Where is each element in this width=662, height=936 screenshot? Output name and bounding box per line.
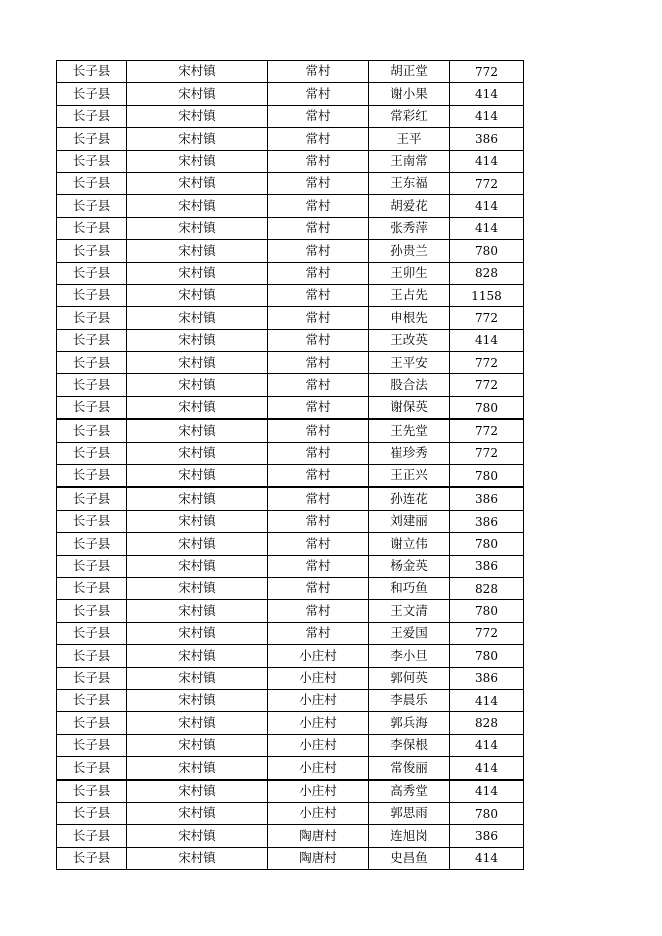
county-cell: 长子县 <box>57 396 127 419</box>
table-row <box>57 329 524 351</box>
name-cell: 李小旦 <box>369 645 450 667</box>
town-cell: 宋村镇 <box>127 240 268 262</box>
town-cell: 宋村镇 <box>127 374 268 396</box>
village-cell: 小庄村 <box>268 757 369 780</box>
amount-cell: 414 <box>450 780 524 803</box>
village-cell: 常村 <box>268 240 369 262</box>
name-cell: 王文清 <box>369 600 450 622</box>
amount-cell: 1158 <box>450 284 524 306</box>
name-cell: 郭思雨 <box>369 802 450 824</box>
name-cell: 王南常 <box>369 150 450 172</box>
table-row <box>57 83 524 105</box>
county-cell: 长子县 <box>57 600 127 622</box>
name-cell: 杨金英 <box>369 555 450 577</box>
table-row <box>57 689 524 711</box>
county-cell: 长子县 <box>57 577 127 599</box>
town-cell: 宋村镇 <box>127 284 268 306</box>
county-cell: 长子县 <box>57 689 127 711</box>
town-cell: 宋村镇 <box>127 600 268 622</box>
village-cell: 常村 <box>268 555 369 577</box>
spreadsheet-body <box>57 61 524 870</box>
table-row <box>57 510 524 532</box>
table-row <box>57 780 524 803</box>
town-cell: 宋村镇 <box>127 487 268 510</box>
village-cell: 小庄村 <box>268 734 369 756</box>
amount-cell: 414 <box>450 83 524 105</box>
town-cell: 宋村镇 <box>127 825 268 847</box>
amount-cell: 780 <box>450 533 524 555</box>
county-cell: 长子县 <box>57 307 127 329</box>
table-row <box>57 352 524 374</box>
name-cell: 郭兵海 <box>369 712 450 734</box>
table-row <box>57 284 524 306</box>
table-row <box>57 61 524 83</box>
county-cell: 长子县 <box>57 150 127 172</box>
village-cell: 小庄村 <box>268 689 369 711</box>
town-cell: 宋村镇 <box>127 61 268 83</box>
village-cell: 常村 <box>268 329 369 351</box>
amount-cell: 828 <box>450 262 524 284</box>
village-cell: 常村 <box>268 465 369 488</box>
spreadsheet-table <box>56 60 524 870</box>
name-cell: 王爱国 <box>369 622 450 644</box>
town-cell: 宋村镇 <box>127 442 268 464</box>
county-cell: 长子县 <box>57 329 127 351</box>
county-cell: 长子县 <box>57 262 127 284</box>
county-cell: 长子县 <box>57 83 127 105</box>
county-cell: 长子县 <box>57 847 127 869</box>
village-cell: 常村 <box>268 487 369 510</box>
county-cell: 长子县 <box>57 510 127 532</box>
table-row <box>57 419 524 442</box>
village-cell: 常村 <box>268 61 369 83</box>
table-row <box>57 442 524 464</box>
amount-cell: 772 <box>450 374 524 396</box>
village-cell: 常村 <box>268 577 369 599</box>
village-cell: 常村 <box>268 83 369 105</box>
amount-cell: 414 <box>450 217 524 239</box>
table-row <box>57 555 524 577</box>
town-cell: 宋村镇 <box>127 689 268 711</box>
county-cell: 长子县 <box>57 465 127 488</box>
table-row <box>57 240 524 262</box>
town-cell: 宋村镇 <box>127 128 268 150</box>
amount-cell: 780 <box>450 396 524 419</box>
amount-cell: 772 <box>450 442 524 464</box>
town-cell: 宋村镇 <box>127 105 268 127</box>
table-row <box>57 734 524 756</box>
village-cell: 常村 <box>268 374 369 396</box>
name-cell: 连旭岗 <box>369 825 450 847</box>
county-cell: 长子县 <box>57 780 127 803</box>
amount-cell: 780 <box>450 645 524 667</box>
name-cell: 常彩红 <box>369 105 450 127</box>
amount-cell: 414 <box>450 757 524 780</box>
table-row <box>57 802 524 824</box>
name-cell: 和巧鱼 <box>369 577 450 599</box>
county-cell: 长子县 <box>57 622 127 644</box>
amount-cell: 386 <box>450 487 524 510</box>
town-cell: 宋村镇 <box>127 396 268 419</box>
amount-cell: 386 <box>450 667 524 689</box>
village-cell: 常村 <box>268 195 369 217</box>
county-cell: 长子县 <box>57 61 127 83</box>
county-cell: 长子县 <box>57 667 127 689</box>
village-cell: 常村 <box>268 262 369 284</box>
county-cell: 长子县 <box>57 712 127 734</box>
name-cell: 刘建丽 <box>369 510 450 532</box>
county-cell: 长子县 <box>57 734 127 756</box>
town-cell: 宋村镇 <box>127 83 268 105</box>
amount-cell: 386 <box>450 510 524 532</box>
amount-cell: 772 <box>450 172 524 194</box>
village-cell: 常村 <box>268 172 369 194</box>
table-row <box>57 533 524 555</box>
table-row <box>57 105 524 127</box>
town-cell: 宋村镇 <box>127 307 268 329</box>
name-cell: 王平 <box>369 128 450 150</box>
amount-cell: 386 <box>450 128 524 150</box>
village-cell: 小庄村 <box>268 802 369 824</box>
table-row <box>57 172 524 194</box>
village-cell: 常村 <box>268 128 369 150</box>
county-cell: 长子县 <box>57 240 127 262</box>
village-cell: 小庄村 <box>268 780 369 803</box>
town-cell: 宋村镇 <box>127 217 268 239</box>
village-cell: 常村 <box>268 600 369 622</box>
name-cell: 王占先 <box>369 284 450 306</box>
county-cell: 长子县 <box>57 419 127 442</box>
amount-cell: 780 <box>450 465 524 488</box>
county-cell: 长子县 <box>57 533 127 555</box>
county-cell: 长子县 <box>57 645 127 667</box>
village-cell: 常村 <box>268 284 369 306</box>
name-cell: 崔珍秀 <box>369 442 450 464</box>
amount-cell: 414 <box>450 734 524 756</box>
amount-cell: 772 <box>450 419 524 442</box>
amount-cell: 386 <box>450 555 524 577</box>
town-cell: 宋村镇 <box>127 577 268 599</box>
town-cell: 宋村镇 <box>127 172 268 194</box>
table-row <box>57 262 524 284</box>
town-cell: 宋村镇 <box>127 847 268 869</box>
county-cell: 长子县 <box>57 374 127 396</box>
county-cell: 长子县 <box>57 217 127 239</box>
town-cell: 宋村镇 <box>127 262 268 284</box>
amount-cell: 414 <box>450 105 524 127</box>
name-cell: 李保根 <box>369 734 450 756</box>
name-cell: 股合法 <box>369 374 450 396</box>
amount-cell: 828 <box>450 712 524 734</box>
county-cell: 长子县 <box>57 442 127 464</box>
village-cell: 陶唐村 <box>268 847 369 869</box>
town-cell: 宋村镇 <box>127 734 268 756</box>
table-row <box>57 847 524 869</box>
village-cell: 小庄村 <box>268 712 369 734</box>
town-cell: 宋村镇 <box>127 712 268 734</box>
county-cell: 长子县 <box>57 128 127 150</box>
table-row <box>57 374 524 396</box>
town-cell: 宋村镇 <box>127 352 268 374</box>
town-cell: 宋村镇 <box>127 150 268 172</box>
table-row <box>57 645 524 667</box>
name-cell: 王平安 <box>369 352 450 374</box>
town-cell: 宋村镇 <box>127 465 268 488</box>
table-row <box>57 667 524 689</box>
county-cell: 长子县 <box>57 487 127 510</box>
name-cell: 谢立伟 <box>369 533 450 555</box>
village-cell: 常村 <box>268 217 369 239</box>
table-row <box>57 622 524 644</box>
amount-cell: 780 <box>450 600 524 622</box>
town-cell: 宋村镇 <box>127 780 268 803</box>
village-cell: 常村 <box>268 419 369 442</box>
name-cell: 申根先 <box>369 307 450 329</box>
amount-cell: 414 <box>450 329 524 351</box>
name-cell: 王东福 <box>369 172 450 194</box>
table-row <box>57 487 524 510</box>
table-row <box>57 307 524 329</box>
county-cell: 长子县 <box>57 757 127 780</box>
amount-cell: 386 <box>450 825 524 847</box>
amount-cell: 772 <box>450 352 524 374</box>
name-cell: 王先堂 <box>369 419 450 442</box>
table-row <box>57 195 524 217</box>
table-row <box>57 825 524 847</box>
name-cell: 孙贵兰 <box>369 240 450 262</box>
town-cell: 宋村镇 <box>127 757 268 780</box>
table-row <box>57 712 524 734</box>
town-cell: 宋村镇 <box>127 645 268 667</box>
county-cell: 长子县 <box>57 195 127 217</box>
name-cell: 高秀堂 <box>369 780 450 803</box>
amount-cell: 780 <box>450 240 524 262</box>
table-row <box>57 217 524 239</box>
village-cell: 陶唐村 <box>268 825 369 847</box>
amount-cell: 414 <box>450 689 524 711</box>
amount-cell: 772 <box>450 307 524 329</box>
amount-cell: 414 <box>450 150 524 172</box>
county-cell: 长子县 <box>57 284 127 306</box>
village-cell: 常村 <box>268 510 369 532</box>
name-cell: 谢保英 <box>369 396 450 419</box>
name-cell: 郭何英 <box>369 667 450 689</box>
name-cell: 胡爱花 <box>369 195 450 217</box>
town-cell: 宋村镇 <box>127 533 268 555</box>
table-row <box>57 600 524 622</box>
amount-cell: 414 <box>450 195 524 217</box>
name-cell: 王改英 <box>369 329 450 351</box>
village-cell: 常村 <box>268 105 369 127</box>
village-cell: 常村 <box>268 442 369 464</box>
name-cell: 谢小果 <box>369 83 450 105</box>
county-cell: 长子县 <box>57 555 127 577</box>
village-cell: 常村 <box>268 396 369 419</box>
amount-cell: 828 <box>450 577 524 599</box>
county-cell: 长子县 <box>57 825 127 847</box>
name-cell: 孙连花 <box>369 487 450 510</box>
village-cell: 常村 <box>268 622 369 644</box>
county-cell: 长子县 <box>57 105 127 127</box>
town-cell: 宋村镇 <box>127 419 268 442</box>
name-cell: 胡正堂 <box>369 61 450 83</box>
village-cell: 常村 <box>268 352 369 374</box>
county-cell: 长子县 <box>57 172 127 194</box>
amount-cell: 772 <box>450 622 524 644</box>
table-row <box>57 577 524 599</box>
amount-cell: 772 <box>450 61 524 83</box>
town-cell: 宋村镇 <box>127 802 268 824</box>
town-cell: 宋村镇 <box>127 329 268 351</box>
name-cell: 李晨乐 <box>369 689 450 711</box>
town-cell: 宋村镇 <box>127 510 268 532</box>
name-cell: 常俊丽 <box>369 757 450 780</box>
table-row <box>57 465 524 488</box>
amount-cell: 414 <box>450 847 524 869</box>
table-row <box>57 128 524 150</box>
county-cell: 长子县 <box>57 802 127 824</box>
village-cell: 小庄村 <box>268 645 369 667</box>
village-cell: 常村 <box>268 533 369 555</box>
name-cell: 张秀萍 <box>369 217 450 239</box>
county-cell: 长子县 <box>57 352 127 374</box>
table-row <box>57 150 524 172</box>
town-cell: 宋村镇 <box>127 195 268 217</box>
table-row <box>57 757 524 780</box>
town-cell: 宋村镇 <box>127 667 268 689</box>
name-cell: 史昌鱼 <box>369 847 450 869</box>
table-row <box>57 396 524 419</box>
village-cell: 常村 <box>268 307 369 329</box>
name-cell: 王正兴 <box>369 465 450 488</box>
name-cell: 王卯生 <box>369 262 450 284</box>
town-cell: 宋村镇 <box>127 555 268 577</box>
village-cell: 常村 <box>268 150 369 172</box>
village-cell: 小庄村 <box>268 667 369 689</box>
town-cell: 宋村镇 <box>127 622 268 644</box>
amount-cell: 780 <box>450 802 524 824</box>
